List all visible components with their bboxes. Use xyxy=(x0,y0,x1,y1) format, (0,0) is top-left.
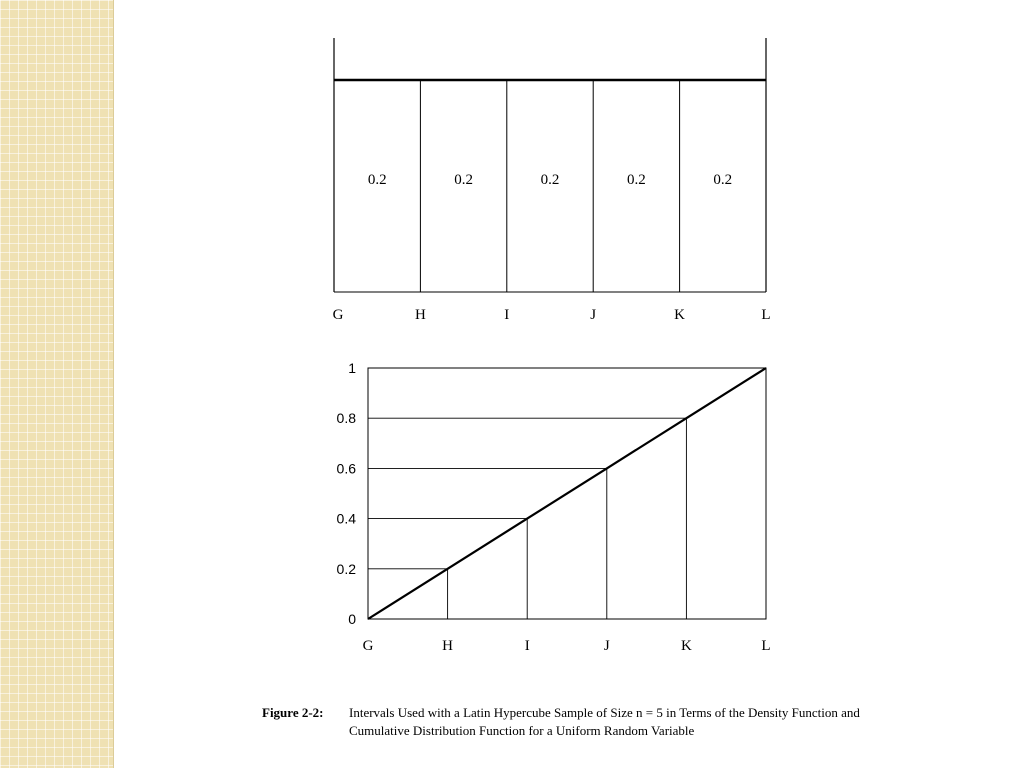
cdf-y-tick-label: 0.2 xyxy=(336,560,356,577)
cdf-y-tick-label: 0.8 xyxy=(336,410,356,427)
density-x-tick-label: G xyxy=(332,307,344,323)
density-x-tick-label: J xyxy=(590,307,597,323)
density-x-tick-label: L xyxy=(761,307,771,323)
cdf-chart xyxy=(337,360,771,654)
cdf-x-tick-label: K xyxy=(680,638,692,654)
density-interval-label: 0.2 xyxy=(367,172,387,188)
cdf-x-tick-label: G xyxy=(362,638,374,654)
cdf-y-tick-label: 0 xyxy=(348,611,356,627)
density-interval-label: 0.2 xyxy=(713,172,733,188)
caption-label: Figure 2-2: xyxy=(262,705,324,720)
cdf-y-tick-label: 0.4 xyxy=(336,510,356,527)
density-chart xyxy=(333,38,771,323)
density-x-tick-label: K xyxy=(674,307,686,323)
cdf-x-tick-label: J xyxy=(603,638,610,654)
density-interval-label: 0.2 xyxy=(627,172,646,188)
density-interval-label: 0.2 xyxy=(454,172,473,188)
cdf-y-tick-label: 1 xyxy=(348,360,356,376)
cdf-series-line xyxy=(368,368,766,619)
density-x-tick-label: H xyxy=(414,307,426,323)
cdf-x-tick-label: I xyxy=(524,638,530,654)
density-interval-label: 0.2 xyxy=(540,172,560,188)
cdf-y-tick-label: 0.6 xyxy=(336,460,356,477)
cdf-x-tick-label: H xyxy=(442,638,454,654)
cdf-x-tick-label: L xyxy=(761,638,771,654)
caption-text: Intervals Used with a Latin Hypercube Sample of Size n = 5 in Terms of the Density Function and Cumulative Distribution Function for a Uniform Random Variable xyxy=(349,705,860,738)
density-x-tick-label: I xyxy=(504,307,510,323)
